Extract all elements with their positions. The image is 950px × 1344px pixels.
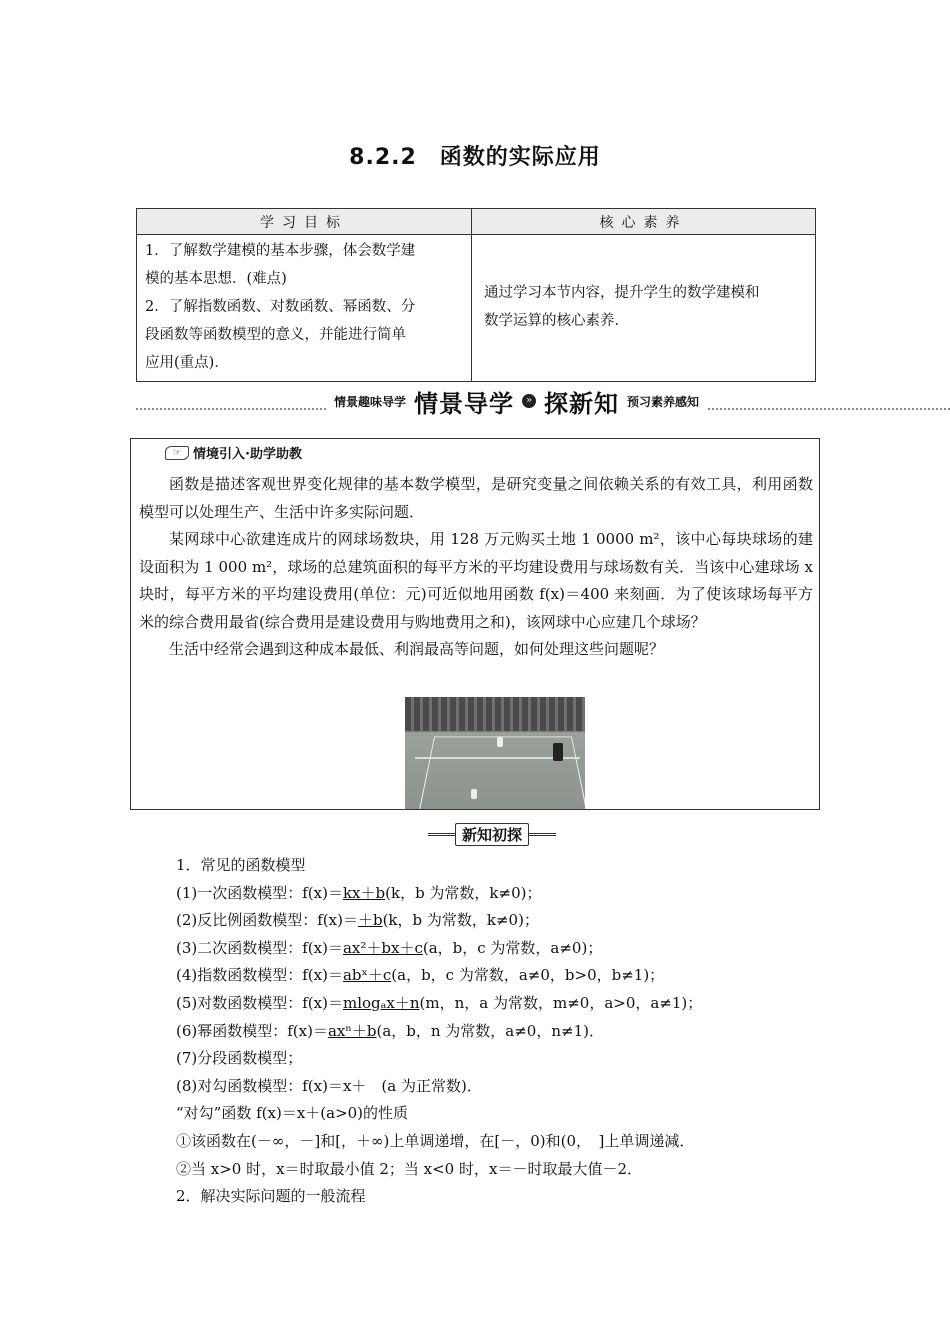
learning-goals-table — [136, 208, 816, 382]
hook-properties-title: “对勾”函数 f(x)＝x＋(a>0)的性质 — [176, 1104, 409, 1123]
model-formula: ＋b — [357, 911, 383, 930]
model-linear — [176, 880, 816, 908]
model-quadratic — [176, 935, 816, 963]
new-knowledge-tag — [428, 822, 556, 846]
model-formula: abˣ＋c — [342, 966, 392, 985]
content-line: 2．解决实际问题的一般流程 — [176, 1187, 366, 1206]
model-exponential — [176, 962, 816, 990]
model-label: (1)一次函数模型：f(x)＝ — [176, 883, 343, 902]
header-learning-goals: 学习目标 — [137, 209, 472, 235]
model-formula: ax²＋bx＋c — [342, 938, 423, 957]
intro-paragraph: 生活中经常会遇到这种成本最低、利润最高等问题，如何处理这些问题呢？ — [169, 640, 665, 658]
literacy-line: 通过学习本节内容，提升学生的数学建模和 — [484, 285, 760, 301]
model-inverse — [176, 907, 816, 935]
content-line: 1．常见的函数模型 — [176, 856, 306, 874]
model-condition: (a，b，c 为常数，a≠0)； — [422, 938, 603, 957]
tennis-court-photo — [405, 697, 585, 809]
intro-paragraph: 某网球中心欲建连成片的网球场数块，用 128 万元购买土地 1 0000 m²，该中心每块球场的建设面积为 1 000 m²，球场的总建筑面积的每平方米的平均建设费用与球场数有关．当该中心建球场 x 块时，每平方米的平均建设费用(单位：元)可近似地用函数 f(x)＝400 来刻画．为了使该球场每平方米的综合费用最省(综合费用是建设费用与购地费用之和)，该网球中心应建几个球场？ — [139, 530, 813, 631]
section-banner — [136, 384, 950, 418]
intro-text — [139, 471, 813, 664]
goal-line: 应用(重点)． — [145, 355, 229, 371]
model-label: (5)对数函数模型：f(x)＝ — [176, 993, 343, 1012]
intro-box — [130, 438, 820, 810]
photo-player — [497, 737, 503, 747]
intro-header — [165, 443, 302, 462]
model-formula: mlogₐx＋n — [342, 993, 420, 1012]
hook-property-2: ②当 x>0 时，x＝时取最小值 2；当 x<0 时，x＝－时取最大值－2． — [176, 1159, 642, 1178]
knowledge-content — [176, 852, 816, 1211]
page-title: 8.2.2 函数的实际应用 — [349, 145, 601, 170]
goal-line: 段函数等函数模型的意义，并能进行简单 — [145, 327, 406, 343]
intro-paragraph: 函数是描述客观世界变化规律的基本数学模型，是研究变量之间依赖关系的有效工具，利用函数模型可以处理生产、生活中许多实际问题． — [139, 475, 813, 521]
model-condition: (k，b 为常数，k≠0)； — [385, 883, 542, 902]
new-knowledge-label: 新知初探 — [455, 823, 529, 846]
model-label: (6)幂函数模型：f(x)＝ — [176, 1021, 328, 1040]
banner-arrow-icon: » — [522, 394, 536, 408]
photo-stands — [405, 697, 585, 731]
model-formula: kx＋b — [342, 883, 386, 902]
learning-goals-cell — [137, 235, 472, 382]
model-label: (2)反比例函数模型：f(x)＝ — [176, 911, 358, 930]
model-condition: (k，b 为常数，k≠0)； — [382, 911, 539, 930]
model-logarithmic — [176, 990, 816, 1018]
core-literacy-cell — [472, 235, 816, 382]
model-condition: (a，b，n 为常数，a≠0，n≠1)． — [376, 1021, 604, 1040]
model-hook: (8)对勾函数模型：f(x)＝x＋ (a 为正常数)． — [176, 1076, 482, 1095]
banner-title-right: 探新知 — [544, 389, 620, 418]
banner-left-caption: 情景趣味导学 — [334, 394, 407, 409]
model-condition: (a，b，c 为常数，a≠0，b>0，b≠1)； — [391, 966, 665, 985]
model-condition: (m，n，a 为常数，m≠0，a>0，a≠1)； — [419, 993, 703, 1012]
goal-line: 2．了解指数函数、对数函数、幂函数、分 — [145, 299, 416, 315]
literacy-line: 数学运算的核心素养． — [484, 313, 629, 329]
banner-title-left: 情景导学 — [414, 389, 515, 418]
photo-player — [471, 789, 477, 799]
model-label: (4)指数函数模型：f(x)＝ — [176, 966, 343, 985]
model-formula: axⁿ＋b — [327, 1021, 377, 1040]
model-label: (3)二次函数模型：f(x)＝ — [176, 938, 343, 957]
model-power — [176, 1018, 816, 1046]
hook-property-1: ①该函数在(－∞，－]和[，＋∞)上单调递增，在[－，0)和(0， ]上单调递减． — [176, 1131, 695, 1150]
header-core-literacy: 核心素养 — [472, 209, 816, 235]
banner-right-caption: 预习素养感知 — [627, 394, 700, 409]
goal-line: 模的基本思想．(难点) — [145, 271, 287, 287]
banner-row — [326, 384, 707, 418]
photo-umpire-chair — [553, 743, 563, 761]
model-piecewise: (7)分段函数模型； — [176, 1049, 303, 1068]
intro-header-label: 情境引入·助学助教 — [193, 447, 302, 462]
pointing-hand-icon: ☞ — [165, 446, 189, 460]
goal-line: 1．了解数学建模的基本步骤，体会数学建 — [145, 243, 416, 259]
